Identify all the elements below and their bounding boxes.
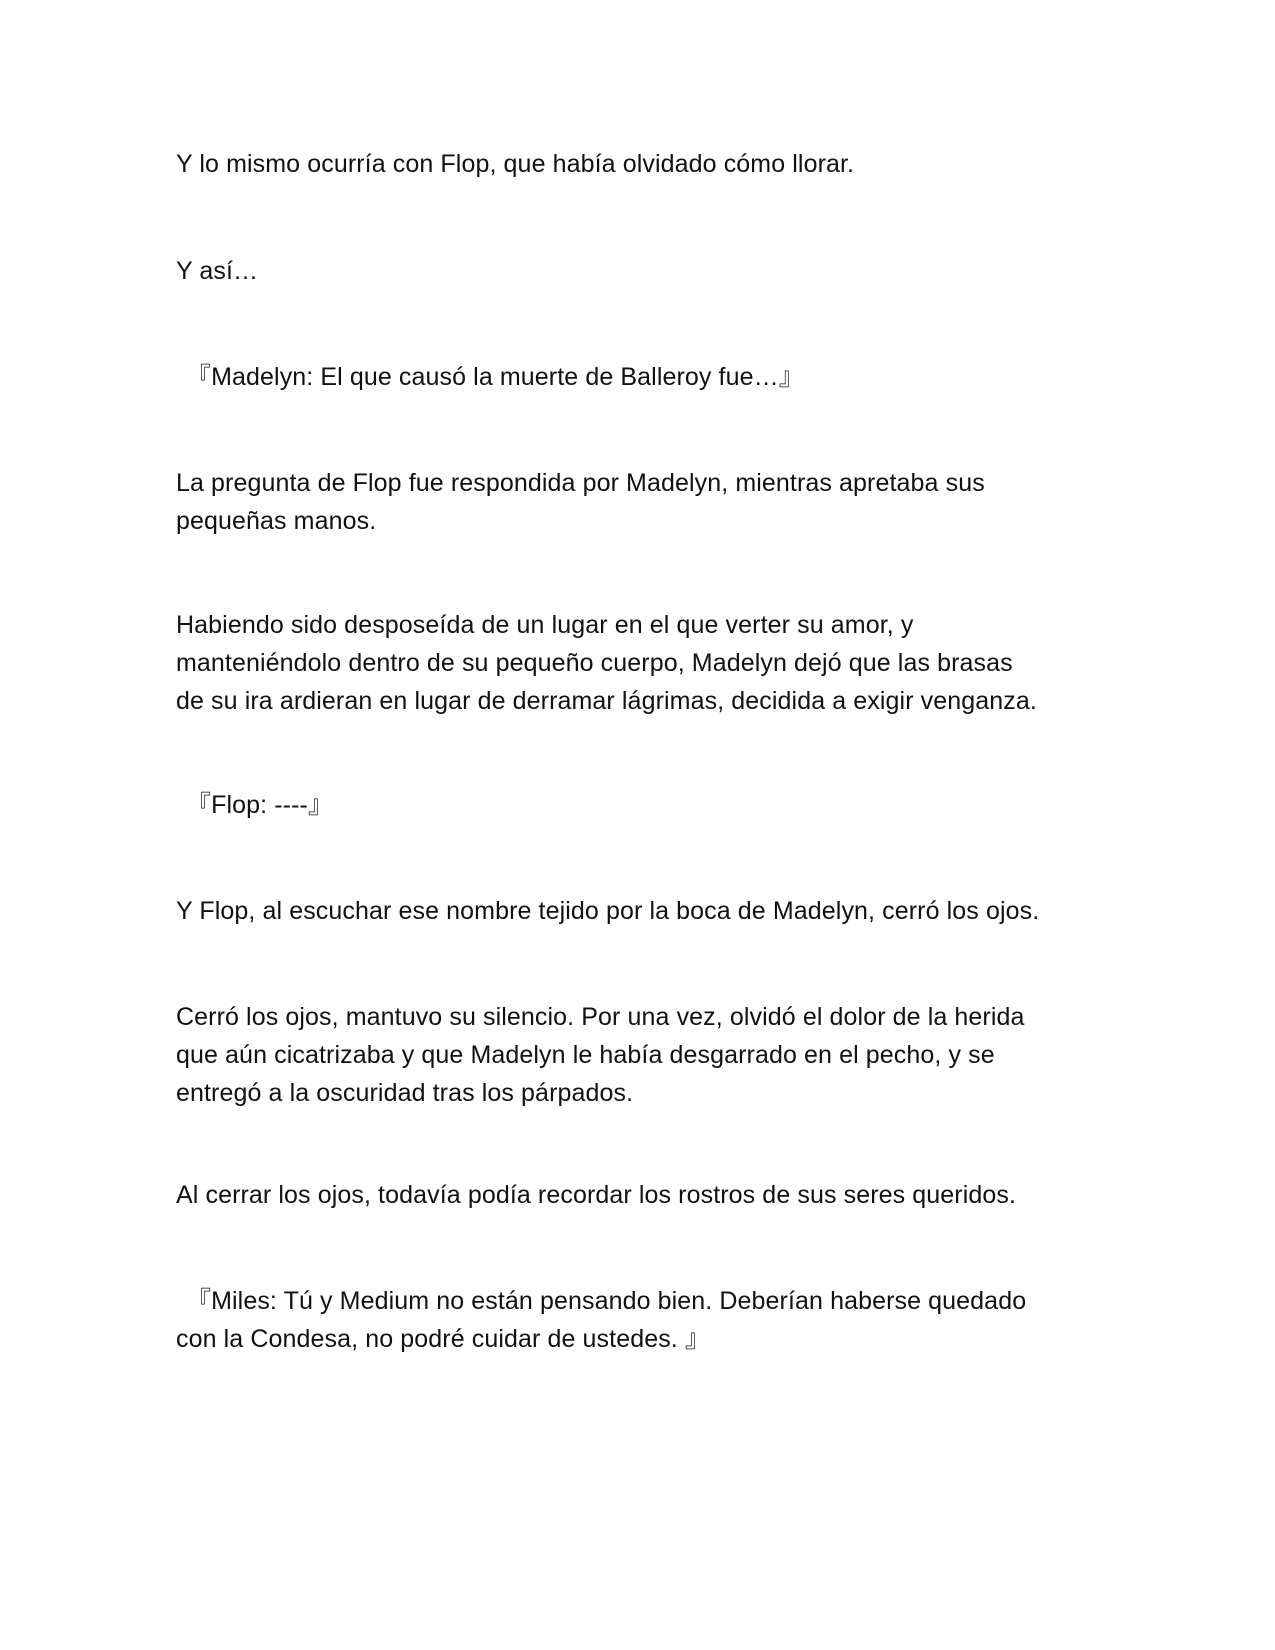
text-line: que aún cicatrizaba y que Madelyn le había desgarrado en el pecho, y se xyxy=(176,1041,995,1069)
paragraph-4 xyxy=(176,464,1096,540)
text-line: Y lo mismo ocurría con Flop, que había olvidado cómo llorar. xyxy=(176,150,855,178)
text-line: pequeñas manos. xyxy=(176,507,377,535)
text-line: 『Flop: ----』 xyxy=(186,791,334,819)
text-line: La pregunta de Flop fue respondida por Madelyn, mientras apretaba sus xyxy=(176,469,985,497)
text-line: con la Condesa, no podré cuidar de ustedes. 』 xyxy=(176,1325,711,1353)
paragraph-1 xyxy=(176,145,1096,183)
text-line: Cerró los ojos, mantuvo su silencio. Por una vez, olvidó el dolor de la herida xyxy=(176,1003,1025,1031)
paragraph-5 xyxy=(176,606,1096,720)
dialogue-flop xyxy=(186,786,1106,824)
text-line: manteniéndolo dentro de su pequeño cuerpo, Madelyn dejó que las brasas xyxy=(176,649,1013,677)
paragraph-7 xyxy=(176,892,1096,930)
text-line: Y Flop, al escuchar ese nombre tejido por la boca de Madelyn, cerró los ojos. xyxy=(176,897,1040,925)
paragraph-2 xyxy=(176,252,1096,290)
text-line: Y así… xyxy=(176,257,259,285)
dialogue-miles xyxy=(176,1282,1106,1358)
paragraph-8 xyxy=(176,998,1096,1112)
text-line: Habiendo sido desposeída de un lugar en el que verter su amor, y xyxy=(176,611,914,639)
text-line: de su ira ardieran en lugar de derramar lágrimas, decidida a exigir venganza. xyxy=(176,687,1037,715)
text-line: 『Miles: Tú y Medium no están pensando bien. Deberían haberse quedado xyxy=(186,1287,1027,1315)
dialogue-madelyn xyxy=(186,358,1106,396)
paragraph-9 xyxy=(176,1176,1096,1214)
text-line: entregó a la oscuridad tras los párpados. xyxy=(176,1079,634,1107)
text-line: Al cerrar los ojos, todavía podía recordar los rostros de sus seres queridos. xyxy=(176,1181,1017,1209)
text-line: 『Madelyn: El que causó la muerte de Balleroy fue…』 xyxy=(186,363,804,391)
